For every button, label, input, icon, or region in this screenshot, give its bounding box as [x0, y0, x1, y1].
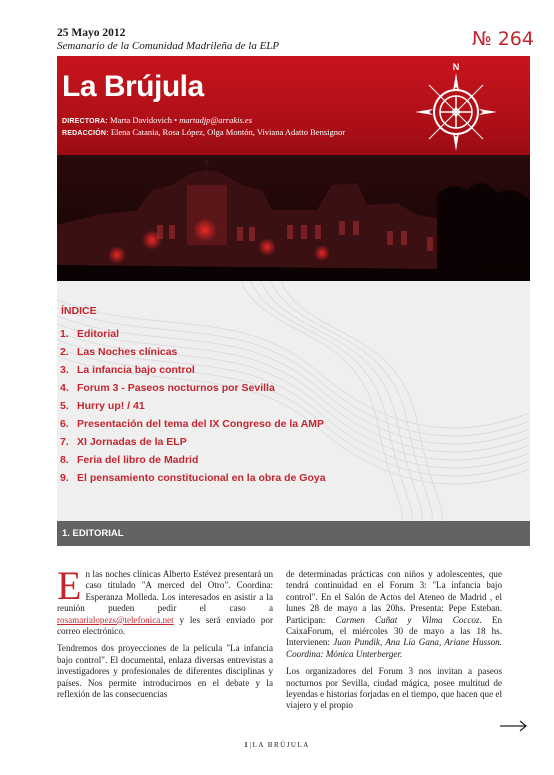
index-item-label: Las Noches clínicas: [77, 346, 178, 358]
compass-logo-icon: [411, 59, 501, 153]
index-item-label: Hurry up! / 41: [77, 400, 145, 412]
index-item-label: Editorial: [77, 328, 120, 340]
director-name: Marta Davidovich •: [109, 115, 178, 125]
index-item-noches-clinicas[interactable]: 2. Las Noches clínicas: [60, 346, 178, 358]
index-list: [60, 328, 326, 490]
index-item-label: XI Jornadas de la ELP: [77, 436, 187, 448]
editorial-credit: [62, 127, 345, 137]
article-paragraph: Los organizadores del Forum 3 nos invitan a paseos nocturnos por Sevilla, ciudad mágica, posee multitud de leyendas e historias forjadas en el tiempo, que hacen que el viajero y el propio: [286, 666, 502, 711]
footer-separator: |: [249, 741, 251, 749]
page-number: 1: [244, 741, 248, 749]
index-item-label: Feria del libro de Madrid: [77, 454, 199, 466]
article-column-left: [57, 563, 273, 706]
director-email[interactable]: martadjp@arrakis.es: [179, 115, 253, 125]
issue-date: 25 Mayo 2012: [57, 27, 126, 39]
index-item-infancia[interactable]: 3. La infancia bajo control: [60, 364, 195, 376]
director-label: DIRECTORA:: [62, 118, 108, 125]
page-footer: [0, 741, 554, 749]
article-paragraph: de determinadas prácticas con niños y adolescentes, que tendrá continuidad en el Forum 3: "La infancia bajo control". En el Salón de Actos del Ateneo de Madrid , el lunes 28 de mayo a las 20hs. Presenta: Pepe Esteban. Participan: Carmen Cuñat y Vilma Coccoz. En CaixaForum, el miércoles 30 de mayo a las 18 hs. Intervienen: Juan Pundik, Ana Lía Gana, Ariane Husson. Coordina: Mónica Unterberger.: [286, 569, 503, 659]
editorial-names: Elena Catania, Rosa López, Olga Montón, Viviana Adatto Bensignor: [110, 127, 346, 137]
index-item-forum-3[interactable]: 4. Forum 3 - Paseos nocturnos por Sevilla: [60, 382, 275, 394]
newsletter-subtitle: Semanario de la Comunidad Madrileña de la ELP: [57, 40, 280, 52]
index-item-label: La infancia bajo control: [77, 364, 195, 376]
masthead-banner: [57, 56, 530, 155]
article-paragraph: Tendremos dos proyecciones de la película "La infancia bajo control". El documental, enlaza diversas entrevistas a investigadores y profesionales de diferentes disciplinas y países. Nos permite introducirnos en el debate y la reflexión de las consecuencias: [57, 643, 273, 700]
index-item-feria-libro[interactable]: 8. Feria del libro de Madrid: [60, 454, 199, 466]
editorial-label: REDACCIÓN:: [62, 130, 109, 137]
next-page-arrow-icon[interactable]: [500, 720, 528, 732]
director-credit: [62, 115, 252, 125]
article-paragraph: En las noches clínicas Alberto Estévez presentará un caso titulado "A merced del Otro". Coordina: Esperanza Molleda. Los interesados en asistir a la reunión pueden pedir el caso a rosamarialopezs@telefonica.net y les será enviado por correo electrónico.: [57, 563, 273, 637]
table-of-contents: [57, 281, 530, 521]
footer-brand: LA BRÚJULA: [252, 741, 310, 749]
index-item-jornadas-elp[interactable]: 7. XI Jornadas de la ELP: [60, 436, 187, 448]
index-item-goya[interactable]: 9. El pensamiento constitucional en la obra de Goya: [60, 472, 326, 484]
index-item-label: Forum 3 - Paseos nocturnos por Sevilla: [77, 382, 275, 394]
section-heading-bar: [57, 521, 530, 546]
index-item-label: Presentación del tema del IX Congreso de la AMP: [77, 418, 325, 430]
index-item-label: El pensamiento constitucional en la obra de Goya: [77, 472, 326, 484]
email-link[interactable]: rosamarialopezs@telefonica.net: [57, 614, 174, 625]
palace-photo: [57, 155, 530, 281]
issue-number: № 264: [471, 28, 534, 50]
index-item-congreso-amp[interactable]: 6. Presentación del tema del IX Congreso de la AMP: [60, 418, 325, 430]
drop-cap: E: [57, 563, 82, 608]
article-column-right: [286, 569, 502, 718]
compass-north-label: N: [452, 62, 460, 72]
masthead-title: La Brújula: [62, 70, 204, 103]
section-heading: 1. EDITORIAL: [62, 528, 124, 539]
index-item-hurry-up[interactable]: 5. Hurry up! / 41: [60, 400, 145, 412]
index-item-editorial[interactable]: 1. Editorial: [60, 328, 120, 340]
index-title: ÍNDICE: [61, 305, 97, 317]
